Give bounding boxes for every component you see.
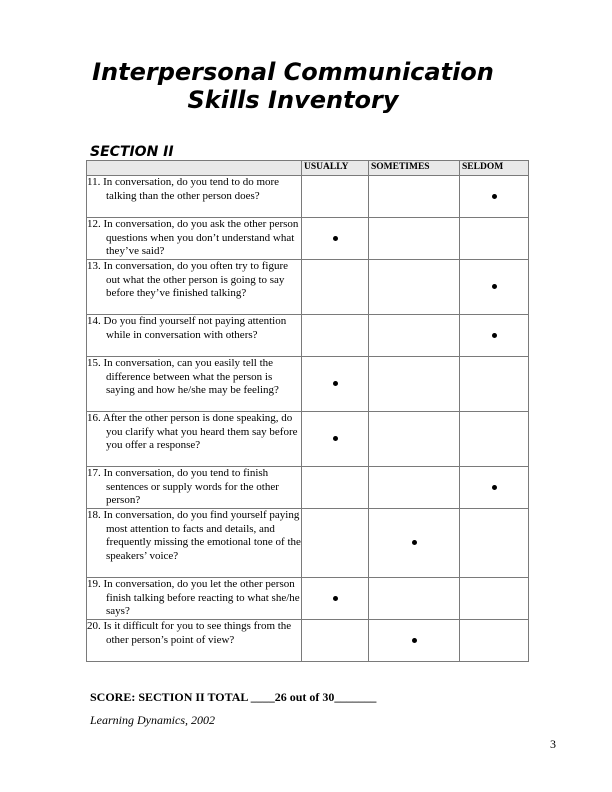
answer-cell-usually [302,315,369,357]
question-label: 15. In conversation, can you easily tell the difference between what the person is saying and how he/she may be feeling? [87,357,279,396]
answer-cell-usually [302,260,369,315]
answer-cell-seldom [460,412,529,467]
answer-cell-usually [302,357,369,412]
question-label: 14. Do you find yourself not paying attention while in conversation with others? [87,315,287,341]
inventory-table [86,160,529,662]
table-row [87,357,529,412]
selected-mark-icon [412,638,417,643]
question-text [87,260,302,315]
selected-mark-icon [333,236,338,241]
answer-cell-usually [302,467,369,509]
answer-cell-seldom [460,467,529,509]
question-text [87,176,302,218]
table-row [87,218,529,260]
question-text [87,620,302,662]
answer-cell-usually [302,176,369,218]
score-total: SCORE: SECTION II TOTAL ____26 out of 30_______ [90,690,377,704]
header-question [87,161,302,176]
answer-cell-seldom [460,176,529,218]
answer-cell-sometimes [369,218,460,260]
question-label: 13. In conversation, do you often try to figure out what the other person is going to say before they’ve finished talking? [87,260,289,299]
selected-mark-icon [333,596,338,601]
question-label: 18. In conversation, do you find yourself paying most attention to facts and details, and frequently missing the emotional tone of the speakers’ voice? [87,509,301,562]
selected-mark-icon [333,436,338,441]
answer-cell-sometimes [369,357,460,412]
question-text [87,412,302,467]
answer-cell-seldom [460,260,529,315]
question-label: 12. In conversation, do you ask the other person questions when you don’t understand what they’ve said? [87,218,299,257]
selected-mark-icon [492,284,497,289]
selected-mark-icon [333,381,338,386]
answer-cell-sometimes [369,467,460,509]
answer-cell-seldom [460,509,529,578]
question-label: 19. In conversation, do you let the other person finish talking before reacting to what she/he says? [87,578,300,617]
question-label: 17. In conversation, do you tend to finish sentences or supply words for the other person? [87,467,279,506]
header-usually: USUALLY [302,161,369,176]
question-text [87,218,302,260]
answer-cell-sometimes [369,176,460,218]
question-text [87,315,302,357]
table-row [87,578,529,620]
question-label: 20. Is it difficult for you to see things from the other person’s point of view? [87,620,292,646]
question-label: 11. In conversation, do you tend to do more talking than the other person does? [87,176,280,202]
answer-cell-sometimes [369,509,460,578]
question-label: 16. After the other person is done speaking, do you clarify what you heard them say before you offer a response? [87,412,298,451]
answer-cell-sometimes [369,578,460,620]
selected-mark-icon [412,540,417,545]
credit-line: Learning Dynamics, 2002 [90,713,215,727]
selected-mark-icon [492,194,497,199]
answer-cell-usually [302,509,369,578]
answer-cell-usually [302,578,369,620]
section-label: SECTION II [90,144,174,160]
question-text [87,357,302,412]
table-row [87,315,529,357]
header-sometimes: SOMETIMES [369,161,460,176]
table-row [87,467,529,509]
answer-cell-seldom [460,578,529,620]
question-text [87,467,302,509]
table-row [87,509,529,578]
table-row [87,176,529,218]
selected-mark-icon [492,485,497,490]
answer-cell-usually [302,620,369,662]
question-text [87,509,302,578]
answer-cell-seldom [460,620,529,662]
answer-cell-seldom [460,357,529,412]
page-number: 3 [550,737,556,751]
question-text [87,578,302,620]
answer-cell-usually [302,218,369,260]
table-header-row [87,161,529,176]
answer-cell-usually [302,412,369,467]
page-title: Interpersonal Communication Skills Inventory [92,58,494,114]
header-seldom: SELDOM [460,161,529,176]
table-row [87,260,529,315]
table-row [87,620,529,662]
selected-mark-icon [492,333,497,338]
answer-cell-sometimes [369,260,460,315]
answer-cell-sometimes [369,620,460,662]
answer-cell-seldom [460,315,529,357]
answer-cell-sometimes [369,412,460,467]
answer-cell-sometimes [369,315,460,357]
table-row [87,412,529,467]
answer-cell-seldom [460,218,529,260]
